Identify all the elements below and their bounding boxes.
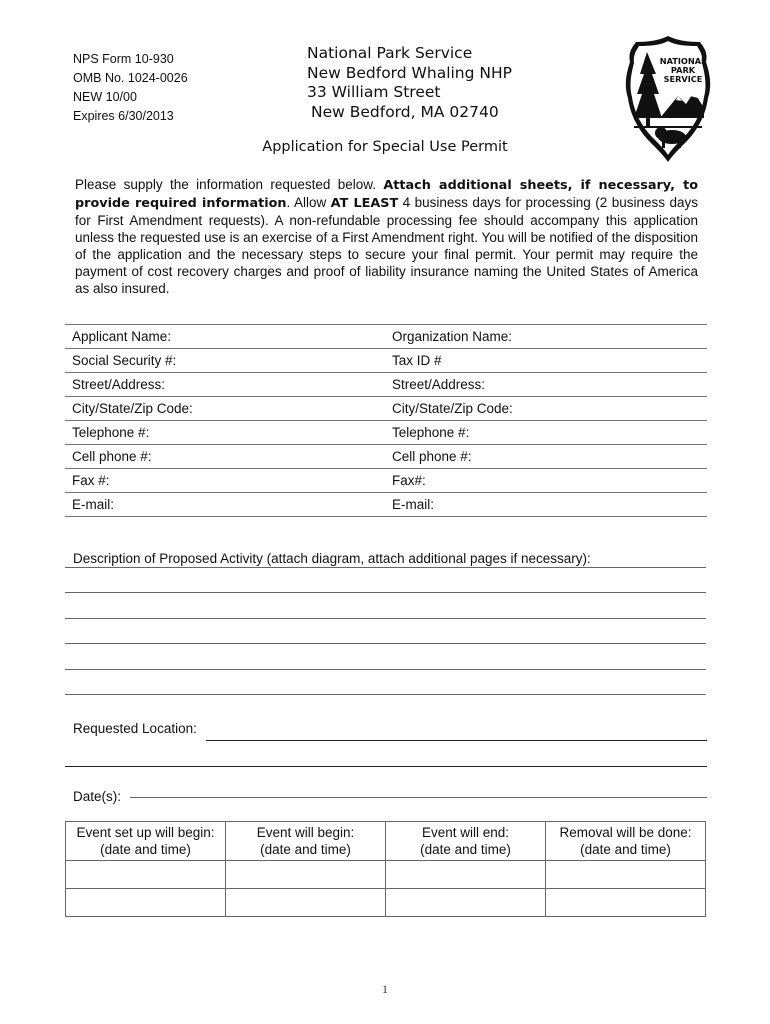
omb-number: OMB No. 1024-0026 — [73, 71, 188, 85]
table-row — [66, 861, 706, 889]
table-row — [65, 325, 707, 349]
applicant-street-field[interactable]: Street/Address: — [65, 373, 387, 397]
applicant-email-field[interactable]: E-mail: — [65, 493, 387, 517]
event-dates-table — [65, 821, 706, 917]
applicant-city-state-zip-field[interactable]: City/State/Zip Code: — [65, 397, 387, 421]
tax-id-field[interactable]: Tax ID # — [387, 349, 707, 373]
event-end-sublabel: (date and time) — [420, 842, 511, 857]
requested-location-line-2[interactable] — [65, 766, 707, 767]
organization-telephone-field[interactable]: Telephone #: — [387, 421, 707, 445]
event-begin-cell[interactable] — [226, 889, 386, 917]
form-metadata — [73, 50, 188, 126]
organization-fax-field[interactable]: Fax#: — [387, 469, 707, 493]
setup-begin-cell[interactable] — [66, 889, 226, 917]
table-row — [66, 889, 706, 917]
event-end-header — [386, 822, 546, 861]
new-date: NEW 10/00 — [73, 90, 137, 104]
description-line-2[interactable] — [65, 592, 706, 593]
page-number: 1 — [382, 982, 388, 996]
intro-bold-1: Attach additional sheets, if necessary, to provide required information — [75, 178, 698, 211]
setup-begin-cell[interactable] — [66, 861, 226, 889]
organization-email-field[interactable]: E-mail: — [387, 493, 707, 517]
intro-text-1: Please supply the information requested below. — [75, 177, 384, 192]
table-row — [65, 397, 707, 421]
table-row — [66, 822, 706, 861]
removal-label: Removal will be done: — [559, 825, 692, 840]
social-security-field[interactable]: Social Security #: — [65, 349, 387, 373]
logo-text-service: SERVICE — [663, 74, 703, 84]
description-line-1[interactable] — [65, 567, 706, 568]
event-begin-cell[interactable] — [226, 861, 386, 889]
intro-bold-2: AT LEAST — [330, 196, 399, 211]
organization-name-field[interactable]: Organization Name: — [387, 325, 707, 349]
event-end-cell[interactable] — [386, 889, 546, 917]
requested-location-line-1[interactable] — [206, 740, 707, 741]
removal-cell[interactable] — [546, 889, 706, 917]
removal-cell[interactable] — [546, 861, 706, 889]
applicant-telephone-field[interactable]: Telephone #: — [65, 421, 387, 445]
table-row — [65, 469, 707, 493]
agency-name: National Park Service — [307, 44, 473, 62]
setup-begin-label: Event set up will begin: — [76, 825, 215, 840]
organization-city-state-zip-field[interactable]: City/State/Zip Code: — [387, 397, 707, 421]
intro-text-2: . Allow — [286, 195, 331, 210]
setup-begin-sublabel: (date and time) — [100, 842, 191, 857]
organization-street-field[interactable]: Street/Address: — [387, 373, 707, 397]
park-city: New Bedford, MA 02740 — [311, 102, 499, 121]
event-begin-label: Event will begin: — [256, 825, 355, 840]
form-title: Application for Special Use Permit — [262, 139, 508, 155]
intro-text-3: 4 business days for processing (2 business days for First Amendment requests). A non-refundable processing fee should accompany this application unless the requested use is an exercise of a First Amendment right. You will be notified of the disposition of the application and the necessary steps to secure your final permit. Your permit may require the payment of cost recovery charges and proof of liability insurance naming the United States of America as also insured. — [75, 195, 698, 296]
removal-header — [546, 822, 706, 861]
event-end-cell[interactable] — [386, 861, 546, 889]
description-line-4[interactable] — [65, 643, 706, 644]
park-name: New Bedford Whaling NHP — [307, 63, 512, 82]
event-end-label: Event will end: — [421, 825, 510, 840]
applicant-cell-phone-field[interactable]: Cell phone #: — [65, 445, 387, 469]
setup-begin-header — [66, 822, 226, 861]
removal-sublabel: (date and time) — [580, 842, 671, 857]
requested-location-label: Requested Location: — [73, 721, 197, 736]
form-number: NPS Form 10-930 — [73, 52, 174, 66]
applicant-name-field[interactable]: Applicant Name: — [65, 325, 387, 349]
event-begin-header — [226, 822, 386, 861]
table-row — [65, 493, 707, 517]
dates-label: Date(s): — [73, 789, 122, 804]
expiration-date: Expires 6/30/2013 — [73, 109, 174, 123]
description-line-3[interactable] — [65, 618, 706, 619]
event-begin-sublabel: (date and time) — [260, 842, 351, 857]
description-label: Description of Proposed Activity (attach diagram, attach additional pages if necessary): — [73, 551, 591, 566]
description-line-5[interactable] — [65, 669, 706, 670]
organization-cell-phone-field[interactable]: Cell phone #: — [387, 445, 707, 469]
agency-address-block — [307, 44, 512, 122]
table-row — [65, 349, 707, 373]
intro-paragraph — [75, 176, 698, 297]
logo-text-national: NATIONAL — [659, 56, 707, 66]
table-row — [65, 421, 707, 445]
dates-line[interactable] — [130, 797, 707, 798]
park-street: 33 William Street — [307, 83, 441, 101]
table-row — [65, 373, 707, 397]
applicant-fax-field[interactable]: Fax #: — [65, 469, 387, 493]
description-line-6[interactable] — [65, 694, 706, 695]
table-row — [65, 445, 707, 469]
logo-text-park: PARK — [670, 65, 696, 75]
applicant-info-table — [65, 324, 707, 517]
